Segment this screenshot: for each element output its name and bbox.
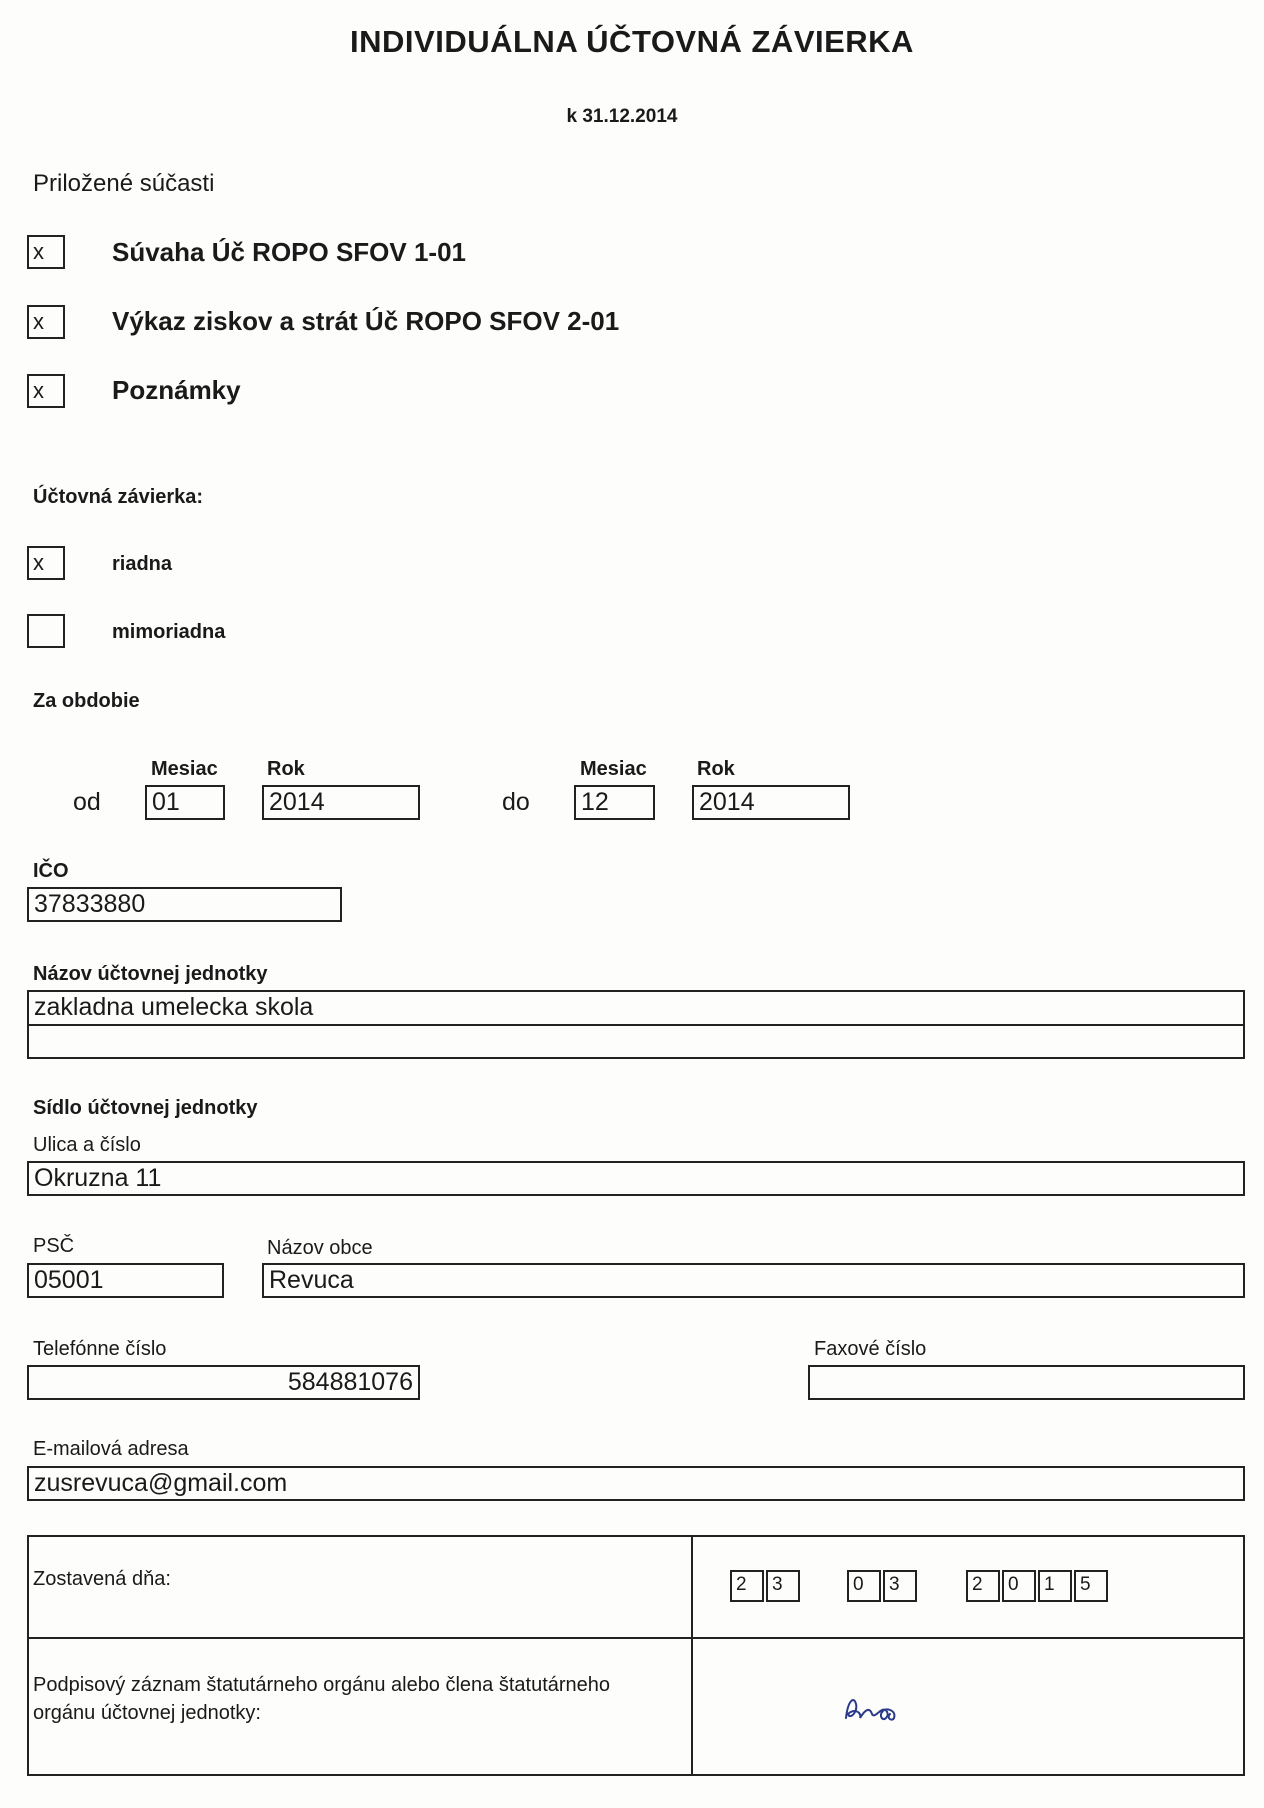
label-notes: Poznámky [112,375,241,405]
month-digit-1[interactable]: 0 [847,1570,881,1602]
closing-type-heading: Účtovná závierka: [33,486,204,508]
document-title: INDIVIDUÁLNA ÚČTOVNÁ ZÁVIERKA [350,24,914,59]
label-regular: riadna [112,553,173,575]
day-digit-1[interactable]: 2 [730,1570,764,1602]
from-label: od [73,788,101,816]
day-digit-2[interactable]: 3 [766,1570,800,1602]
email-field[interactable]: zusrevuca@gmail.com [27,1466,1245,1501]
city-field[interactable]: Revuca [262,1263,1245,1298]
label-balance-sheet: Súvaha Úč ROPO SFOV 1-01 [112,237,467,267]
footer-col-divider [691,1535,693,1776]
document-date: k 31.12.2014 [566,106,678,127]
to-month-label: Mesiac [580,758,647,780]
psc-label: PSČ [33,1235,75,1257]
phone-field[interactable]: 584881076 [27,1365,420,1400]
ico-label: IČO [33,860,69,882]
checkbox-extraordinary[interactable] [27,614,65,648]
street-field[interactable]: Okruzna 11 [27,1161,1245,1196]
entity-name-label: Názov účtovnej jednotky [33,963,268,985]
signature-label-line-2: orgánu účtovnej jednotky: [33,1702,261,1724]
city-label: Názov obce [267,1237,373,1259]
signature-label-line-1: Podpisový záznam štatutárneho orgánu alebo člena štatutárneho [33,1674,611,1696]
from-month-label: Mesiac [151,758,218,780]
checkbox-profit-loss[interactable]: x [27,305,65,339]
year-digit-4[interactable]: 5 [1074,1570,1108,1602]
label-profit-loss: Výkaz ziskov a strát Úč ROPO SFOV 2-01 [112,306,620,336]
to-label: do [502,788,530,816]
entity-name-line-2 [34,1024,1243,1056]
signature-label [33,1671,610,1727]
from-year-field[interactable]: 2014 [262,785,420,820]
to-year-label: Rok [697,758,735,780]
handwritten-signature [840,1690,910,1730]
from-year-label: Rok [267,758,305,780]
entity-name-field[interactable] [27,990,1245,1059]
entity-name-divider [29,1024,1243,1026]
entity-name-line-1: zakladna umelecka skola [34,993,314,1021]
to-year-field[interactable]: 2014 [692,785,850,820]
year-digit-1[interactable]: 2 [966,1570,1000,1602]
ico-field[interactable]: 37833880 [27,887,342,922]
from-month-field[interactable]: 01 [145,785,225,820]
checkbox-notes[interactable]: x [27,374,65,408]
footer-row-divider [27,1637,1245,1639]
checkbox-balance-sheet[interactable]: x [27,235,65,269]
fax-label: Faxové číslo [814,1338,927,1360]
label-extraordinary: mimoriadna [112,621,226,643]
psc-field[interactable]: 05001 [27,1263,224,1298]
phone-label: Telefónne číslo [33,1338,167,1360]
period-heading: Za obdobie [33,690,140,712]
email-label: E-mailová adresa [33,1438,189,1460]
seat-heading: Sídlo účtovnej jednotky [33,1097,258,1119]
month-digit-2[interactable]: 3 [883,1570,917,1602]
compiled-label: Zostavená dňa: [33,1568,171,1590]
street-label: Ulica a číslo [33,1134,141,1156]
to-month-field[interactable]: 12 [574,785,655,820]
checkbox-regular[interactable]: x [27,546,65,580]
attachments-heading: Priložené súčasti [33,170,215,197]
year-digit-2[interactable]: 0 [1002,1570,1036,1602]
fax-field[interactable] [808,1365,1245,1400]
year-digit-3[interactable]: 1 [1038,1570,1072,1602]
